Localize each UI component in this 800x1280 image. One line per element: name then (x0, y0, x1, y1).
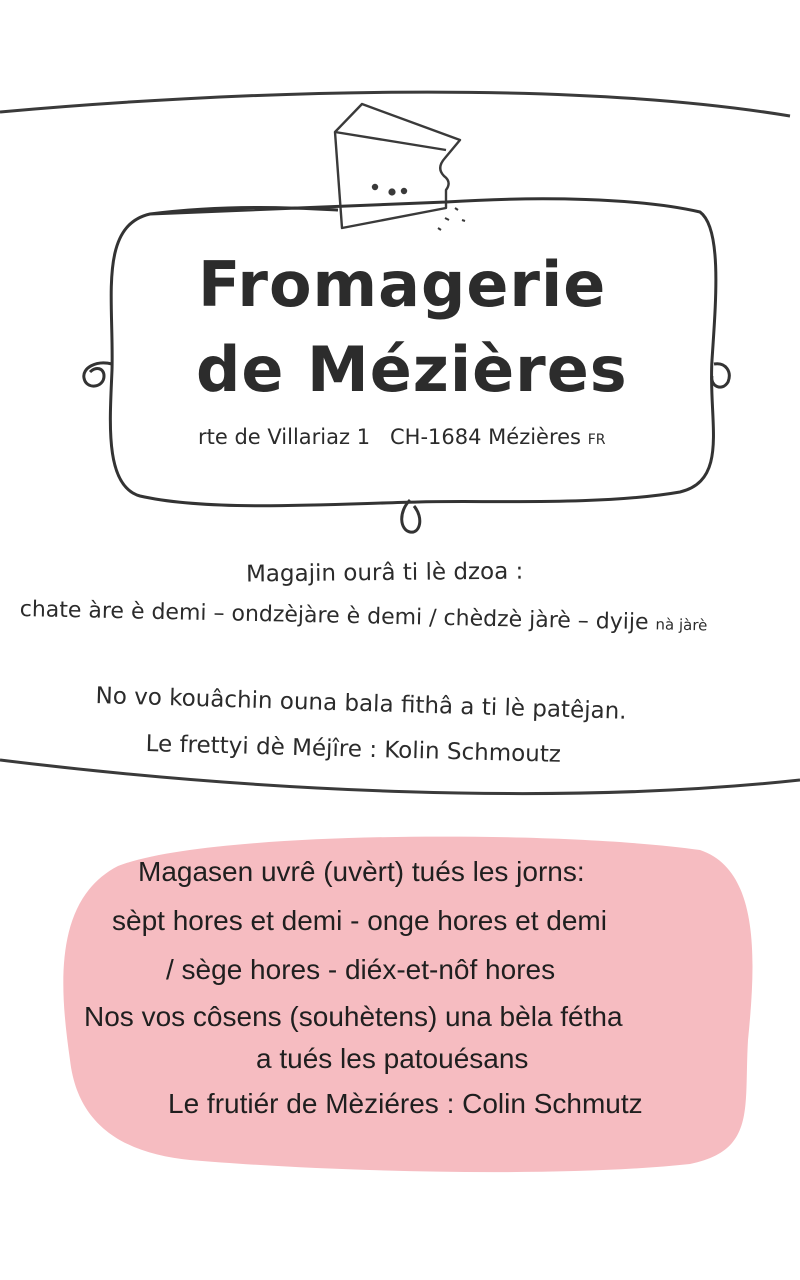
address-city (390, 425, 605, 449)
top-border-line (0, 92, 790, 116)
address-street: rte de Villariaz 1 (198, 425, 371, 449)
translation-line: Nos vos côsens (souhètens) una bèla fétha (84, 1001, 623, 1032)
translation-line: a tués les patouésans (256, 1043, 529, 1074)
translation-line: Le frutiér de Mèziéres : Colin Schmutz (168, 1088, 643, 1119)
address-city-text: CH-1684 Mézières (390, 425, 581, 449)
translation-line: / sège hores - diéx-et-nôf hores (166, 954, 556, 985)
cheese-icon (335, 104, 465, 230)
translation-box (60, 836, 760, 1176)
opening-hours-main: chate àre è demi – ondzèjàre è demi / chèdzè jàrè – dyije (19, 597, 656, 636)
right-loop (712, 364, 729, 387)
address-canton: FR (587, 432, 606, 448)
bottom-border-line (0, 760, 800, 794)
left-loop (84, 363, 112, 386)
translation-line: sèpt hores et demi - onge hores et demi (112, 905, 607, 936)
translation-line: Magasen uvrê (uvèrt) tués les jorns: (138, 856, 585, 887)
opening-hours-heading: Magajin ourâ ti lè dzoa : (245, 558, 524, 588)
signature-text: Le frettyi dè Méjîre : Kolin Schmoutz (145, 731, 562, 768)
shop-name-line1: Fromagerie (198, 248, 607, 321)
bottom-loop (402, 500, 420, 532)
greeting-text: No vo kouâchin ouna bala fithâ a ti lè patêjan. (95, 683, 627, 725)
opening-hours-end: nà jàrè (655, 615, 708, 635)
shop-name-line2: de Mézières (196, 333, 628, 406)
